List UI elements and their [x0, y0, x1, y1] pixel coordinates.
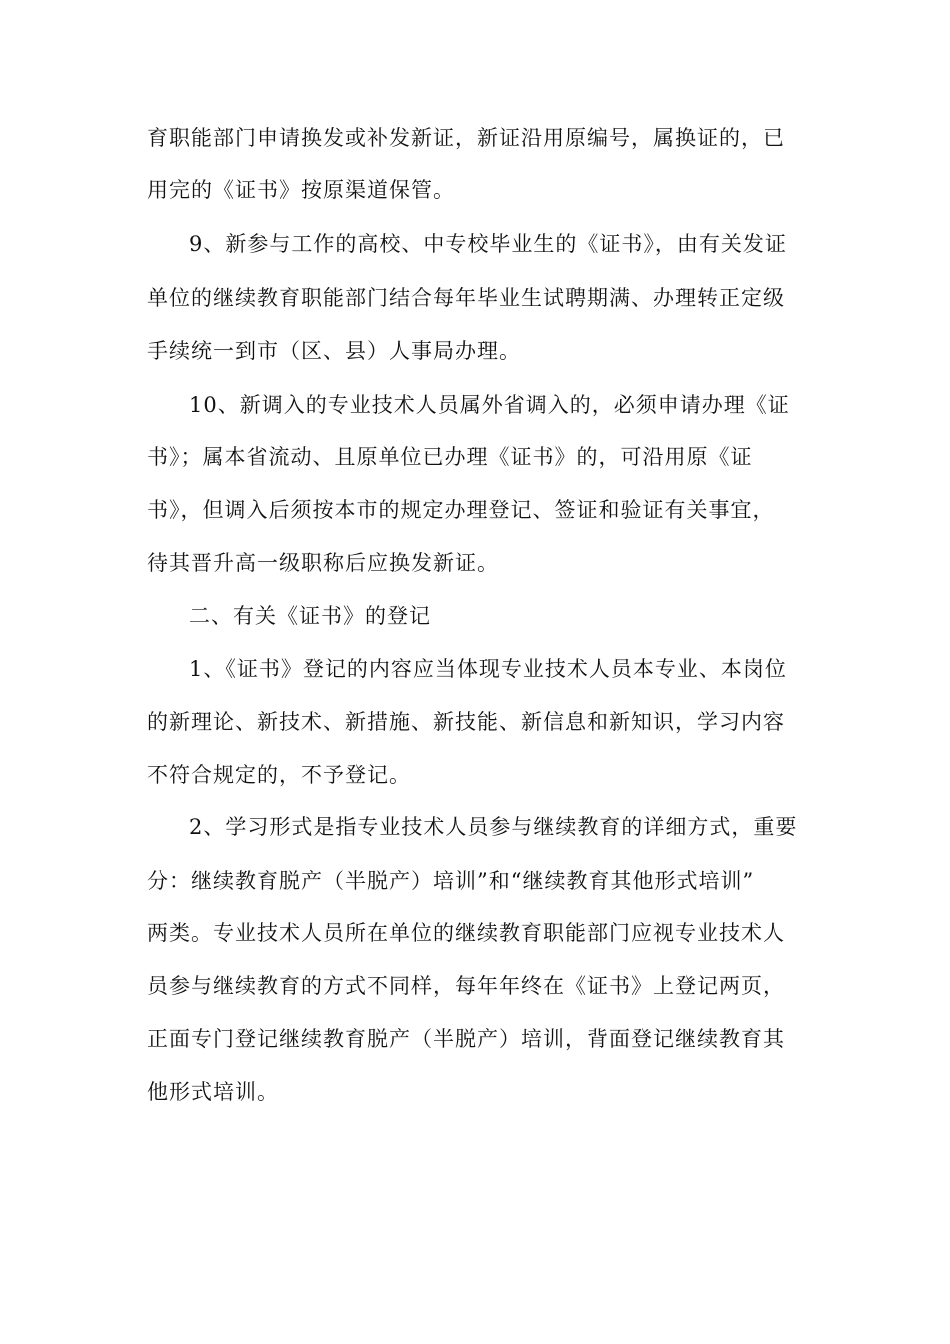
- paragraph-10-start: 10、新调入的专业技术人员属外省调入的，必须申请办理《证: [189, 393, 790, 417]
- text-line: 的新理论、新技术、新措施、新技能、新信息和新知识，学习内容: [147, 710, 785, 734]
- paragraph-1-start: 1、《证书》登记的内容应当体现专业技术人员本专业、本岗位: [189, 657, 787, 681]
- text-line: 书》；属本省流动、且原单位已办理《证书》的，可沿用原《证: [147, 445, 753, 469]
- text-line: 用完的《证书》按原渠道保管。: [147, 178, 455, 202]
- text-line: 待其晋升高一级职称后应换发新证。: [147, 551, 499, 575]
- text-line: 员参与继续教育的方式不同样，每年年终在《证书》上登记两页，: [147, 974, 785, 998]
- text-line: 育职能部门申请换发或补发新证，新证沿用原编号，属换证的，已: [147, 126, 785, 150]
- text-line: 分：继续教育脱产（半脱产）培训”和“继续教育其他形式培训”: [147, 869, 755, 893]
- text-line: 书》，但调入后须按本市的规定办理登记、签证和验证有关事宜，: [147, 498, 775, 522]
- text-line: 不符合规定的，不予登记。: [147, 763, 411, 787]
- text-line: 两类。专业技术人员所在单位的继续教育职能部门应视专业技术人: [147, 921, 785, 945]
- text-line: 手续统一到市（区、县）人事局办理。: [147, 339, 521, 363]
- paragraph-2-start: 2、学习形式是指专业技术人员参与继续教育的详细方式，重要: [189, 815, 798, 839]
- text-line: 单位的继续教育职能部门结合每年毕业生试聘期满、办理转正定级: [147, 286, 785, 310]
- text-line: 正面专门登记继续教育脱产（半脱产）培训，背面登记继续教育其: [147, 1027, 785, 1051]
- section-heading: 二、有关《证书》的登记: [189, 604, 431, 628]
- text-line: 他形式培训。: [147, 1080, 279, 1104]
- paragraph-9-start: 9、新参与工作的高校、中专校毕业生的《证书》，由有关发证: [189, 232, 787, 256]
